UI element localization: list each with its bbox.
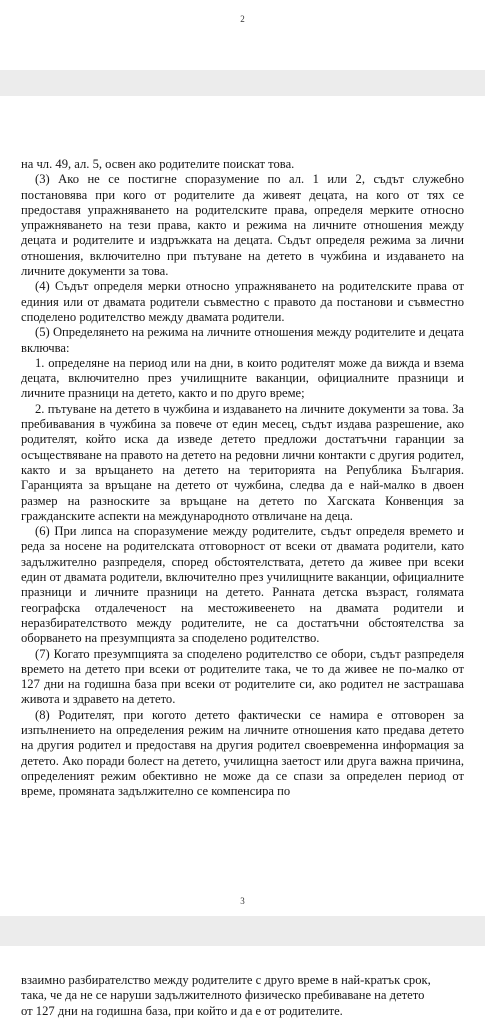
page-number: 3 (240, 896, 245, 906)
paragraph-continuation: на чл. 49, ал. 5, освен ако родителите поискат това. (21, 157, 295, 171)
paragraph-8: (8) Родителят, при когото детето фактически се намира е отговорен за изпълнението на определения режим на личните отношения като предава детето на другия родител и предоставя на другия родител своевременна информация за детето. Ако поради болест на детето, училищна заетост или друга важна причина, определеният режим обективно не може да се спази за определен период от време, промяната задължително се компенсира по (21, 707, 464, 799)
paragraph-7: (7) Когато презумпцията за споделено родителство се обори, съдът разпределя времето на детето при всеки от родителите така, че то да живее не по-малко от 127 дни на годишна база при всеки от родителите си, ако родител не застрашава живота и здравето на детето. (21, 646, 464, 707)
paragraph-5-item-1: 1. определяне на период или на дни, в които родителят може да вижда и взема децата, включително през училищните ваканции, официалните празници и личните празници на детето, както и по друго време; (21, 355, 464, 401)
text-line: от 127 дни на годишна база, при който и да е от родителите. (21, 1003, 343, 1018)
page-4-top (0, 946, 485, 1024)
text-line: така, че да не се наруши задължителното физическо пребиваване на детето (21, 988, 425, 1003)
paragraph-3: (3) Ако не се постигне споразумение по ал. 1 или 2, съдът служебно постановява при кого от родителите да живеят децата, на кого от тях се предоставя упражняването на родителските права, определя мерките относно упражняването на тези права, както и режима на личните отношения между децата и родителите и издръжката на децата. Съдът определя режима за лични отношения, включително при пътуване на детето в чужбина и издаването на личните документи за това. (21, 172, 464, 279)
document-body (21, 157, 464, 799)
paragraph-6: (6) При липса на споразумение между родителите, съдът определя времето и реда за носене на родителската отговорност от всеки от двамата родители, като задължително разпределя, според обстоятелствата, детето да живее при всеки един от двамата родители, включително през училищните ваканции, официалните празници и личните празници на детето. Ранната детска възраст, голямата географска отдалеченост на местоживеенето на двамата родители и неразбирателството между родителите, не са достатъчни обстоятелства за оборването на презумпцията за споделено родителство. (21, 524, 464, 646)
paragraph-5: (5) Определянето на режима на личните отношения между родителите и децата включва: (21, 325, 464, 355)
paragraph-4: (4) Съдът определя мерки относно упражняването на родителските права от единия или от двамата родители съвместно с правото да постанови и съвместно споделено родителство между двамата родители. (21, 279, 464, 324)
page-number: 2 (240, 14, 245, 24)
paragraph-5-item-2: 2. пътуване на детето в чужбина и издаването на личните документи за това. За пребивавания в чужбина за повече от един месец, съдът издава разрешение, ако родителят, който иска да изведе детето предложи достатъчни гаранции за осъществяване на правото на детето на редовни лични контакти с другия родител, както и за връщането на детето на територията на Република България. Гаранцията за връщане на детето от чужбина, следва да е най-малко в двоен размер на разноските за връщане на детето по Хагската Конвенция за гражданските аспекти на международното отвличане на деца. (21, 401, 464, 523)
page-3 (0, 96, 485, 916)
text-line: взаимно разбирателство между родителите с друго време в най-кратък срок, (21, 973, 431, 987)
page-2-bottom-edge (0, 0, 485, 70)
document-body (21, 973, 464, 1019)
